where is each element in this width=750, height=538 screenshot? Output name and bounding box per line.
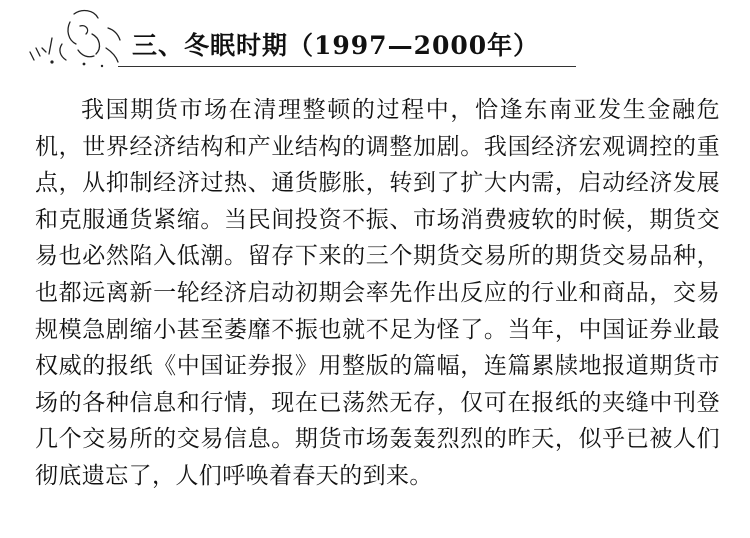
section-header (22, 4, 582, 76)
body-paragraph: 我国期货市场在清理整顿的过程中，恰逢东南亚发生金融危机，世界经济结构和产业结构的调整加剧。我国经济宏观调控的重点，从抑制经济过热、通货膨胀，转到了扩大内需，启动经济发展和克服通货紧缩。当民间投资不振、市场消费疲软的时候，期货交易也必然陷入低潮。留存下来的三个期货交易所的期货交易品种，也都远离新一轮经济启动初期会率先作出反应的行业和商品，交易规模急剧缩小甚至萎靡不振也就不足为怪了。当年，中国证券业最权威的报纸《中国证券报》用整版的篇幅，连篇累牍地报道期货市场的各种信息和行情，现在已荡然无存，仅可在报纸的夹缝中刊登几个交易所的交易信息。期货市场轰轰烈烈的昨天，似乎已被人们彻底遗忘了，人们呼唤着春天的到来。 (35, 97, 720, 489)
sketch-ornament-icon (22, 4, 132, 76)
title-underline (118, 66, 576, 67)
section-title: 三、冬眠时期（1997—2000年） (132, 31, 540, 60)
